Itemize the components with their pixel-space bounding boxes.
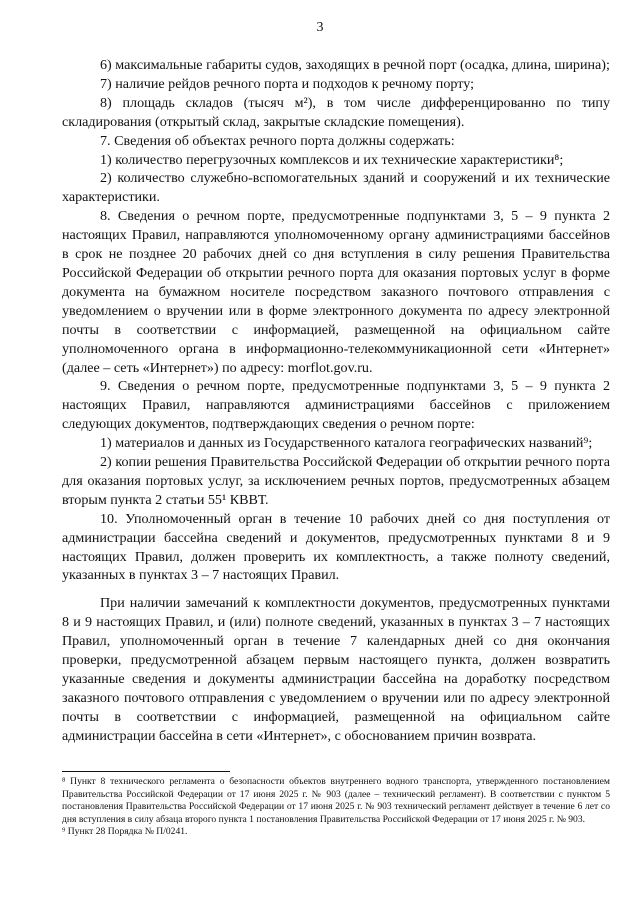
document-body	[62, 56, 610, 746]
paragraph-item-9-sub-2: 2) копии решения Правительства Российской Федерации об открытии речного порта для оказания портовых услуг, за исключением речных портов, предусмотренных абзацем вторым пункта 2 статьи 55¹ КВВТ.	[62, 454, 610, 508]
paragraph-item-7-sub-2: 2) количество служебно-вспомогательных зданий и сооружений и их технические характеристики.	[62, 170, 610, 206]
paragraph-item-9-sub-1: 1) материалов и данных из Государственного каталога географических названий⁹;	[100, 435, 593, 452]
footnote-divider	[62, 771, 230, 772]
paragraph-item-9: 9. Сведения о речном порте, предусмотренные подпунктами 3, 5 – 9 пункта 2 настоящих Правил, направляются администрациями бассейнов с приложением следующих документов, подтверждающих сведения о речном порте:	[62, 378, 610, 433]
paragraph-7-roadsteads: 7) наличие рейдов речного порта и подходов к речному порту;	[100, 75, 474, 92]
footnote-8: ⁸ Пункт 8 технического регламента о безопасности объектов внутреннего водного транспорта, утвержденного постановлением Правительства Российской Федерации от 17 июня 2025 г. № 903 (далее – технический регламент). В соответствии с пунктом 5 постановления Правительства Российской Федерации от 17 июня 2025 г. № 903 технический регламент действует в течение 6 лет со дня вступления в силу абзаца второго пункта 1 постановления Правительства Российской Федерации от 17 июня 2025 г. № 903.	[62, 776, 610, 825]
paragraph-6-vessel-dimensions: 6) максимальные габариты судов, заходящих в речной порт (осадка, длина, ширина);	[100, 57, 610, 73]
paragraph-item-10-remarks: При наличии замечаний к комплектности документов, предусмотренных пунктами 8 и 9 настоящих Правил, и (или) полноте сведений, указанных в пунктах 3 – 7 настоящих Правил, уполномоченный орган в течение 7 календарных дней со дня окончания проверки, предусмотренной абзацем первым настоящего пункта, должен возвратить указанные сведения и документы администрации бассейна на доработку посредством заказного почтового отправления с уведомлением о вручении или по адресу электронной почты в соответствии с информацией, размещенной на официальном сайте администрации бассейна в сети «Интернет», с обоснованием причин возврата.	[62, 595, 610, 744]
footnote-9: ⁹ Пункт 28 Порядка № П/0241.	[62, 826, 188, 838]
paragraph-item-8: 8. Сведения о речном порте, предусмотренные подпунктами 3, 5 – 9 пункта 2 настоящих Правил, направляются уполномоченному органу администрациями бассейнов в срок не позднее 20 рабочих дней со дня вступления в силу решения Правительства Российской Федерации об открытии речного порта для оказания портовых услуг в форме документа на бумажном носителе посредством заказного почтового отправления с уведомлением о вручении или в форме электронного документа по адресу электронной почты в соответствии с информацией, размещенной на официальном сайте уполномоченного органа в информационно-телекоммуникационной сети «Интернет» (далее – сеть «Интернет») по адресу: morflot.gov.ru.	[62, 208, 610, 376]
footnotes	[62, 776, 610, 839]
paragraph-item-10: 10. Уполномоченный орган в течение 10 рабочих дней со дня поступления от администрации бассейна сведений и документов, предусмотренных пунктами 8 и 9 настоящих Правил, должен проверить их комплектность, а также полноту сведений, указанных в пунктах 3 – 7 настоящих Правил.	[62, 510, 610, 584]
paragraph-8-warehouse-area: 8) площадь складов (тысяч м²), в том числе дифференцированно по типу складирования (открытый склад, закрытые складские помещения).	[62, 94, 610, 130]
paragraph-item-7-heading: 7. Сведения об объектах речного порта должны содержать:	[100, 132, 455, 149]
paragraph-item-7-sub-1: 1) количество перегрузочных комплексов и их технические характеристики⁸;	[100, 151, 564, 168]
page-number: 3	[316, 20, 324, 35]
